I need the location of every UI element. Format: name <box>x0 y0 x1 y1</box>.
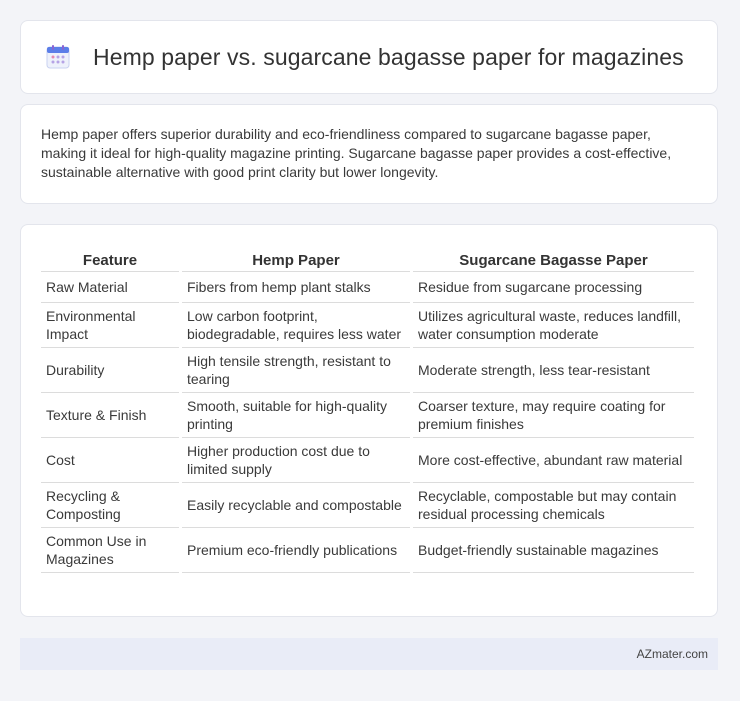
bagasse-cell: More cost-effective, abundant raw material <box>413 438 694 483</box>
feature-cell: Raw Material <box>41 272 179 303</box>
feature-cell: Environmental Impact <box>41 303 179 348</box>
hemp-cell: Fibers from hemp plant stalks <box>182 272 410 303</box>
hemp-cell: Higher production cost due to limited supply <box>182 438 410 483</box>
bagasse-cell: Budget-friendly sustainable magazines <box>413 528 694 573</box>
bagasse-cell: Coarser texture, may require coating for premium finishes <box>413 393 694 438</box>
hemp-cell: Low carbon footprint, biodegradable, requires less water <box>182 303 410 348</box>
table-row <box>41 348 694 393</box>
bagasse-cell: Residue from sugarcane processing <box>413 272 694 303</box>
comparison-table <box>38 245 697 573</box>
footer <box>20 638 718 670</box>
table-row <box>41 528 694 573</box>
table-row <box>41 393 694 438</box>
column-header-hemp: Hemp Paper <box>182 245 410 272</box>
table-row <box>41 483 694 528</box>
table-row <box>41 272 694 303</box>
title-card <box>20 20 718 94</box>
page-title: Hemp paper vs. sugarcane bagasse paper for magazines <box>93 43 684 70</box>
feature-cell: Recycling & Composting <box>41 483 179 528</box>
bagasse-cell: Recyclable, compostable but may contain residual processing chemicals <box>413 483 694 528</box>
comparison-table-card <box>20 224 718 617</box>
footer-site-link[interactable]: AZmater.com <box>636 647 708 661</box>
feature-cell: Cost <box>41 438 179 483</box>
feature-cell: Common Use in Magazines <box>41 528 179 573</box>
summary-card <box>20 104 718 204</box>
feature-cell: Texture & Finish <box>41 393 179 438</box>
hemp-cell: High tensile strength, resistant to tearing <box>182 348 410 393</box>
column-header-feature: Feature <box>41 245 179 272</box>
table-header-row <box>41 245 694 272</box>
bagasse-cell: Utilizes agricultural waste, reduces landfill, water consumption moderate <box>413 303 694 348</box>
bagasse-cell: Moderate strength, less tear-resistant <box>413 348 694 393</box>
feature-cell: Durability <box>41 348 179 393</box>
calendar-icon <box>45 44 71 70</box>
hemp-cell: Smooth, suitable for high-quality printing <box>182 393 410 438</box>
summary-text: Hemp paper offers superior durability and eco-friendliness compared to sugarcane bagasse paper, making it ideal for high-quality magazine printing. Sugarcane bagasse paper provides a cost-effective, sustainable alternative with good print clarity but lower longevity. <box>41 126 672 180</box>
hemp-cell: Easily recyclable and compostable <box>182 483 410 528</box>
table-row <box>41 438 694 483</box>
hemp-cell: Premium eco-friendly publications <box>182 528 410 573</box>
column-header-bagasse: Sugarcane Bagasse Paper <box>413 245 694 272</box>
table-row <box>41 303 694 348</box>
